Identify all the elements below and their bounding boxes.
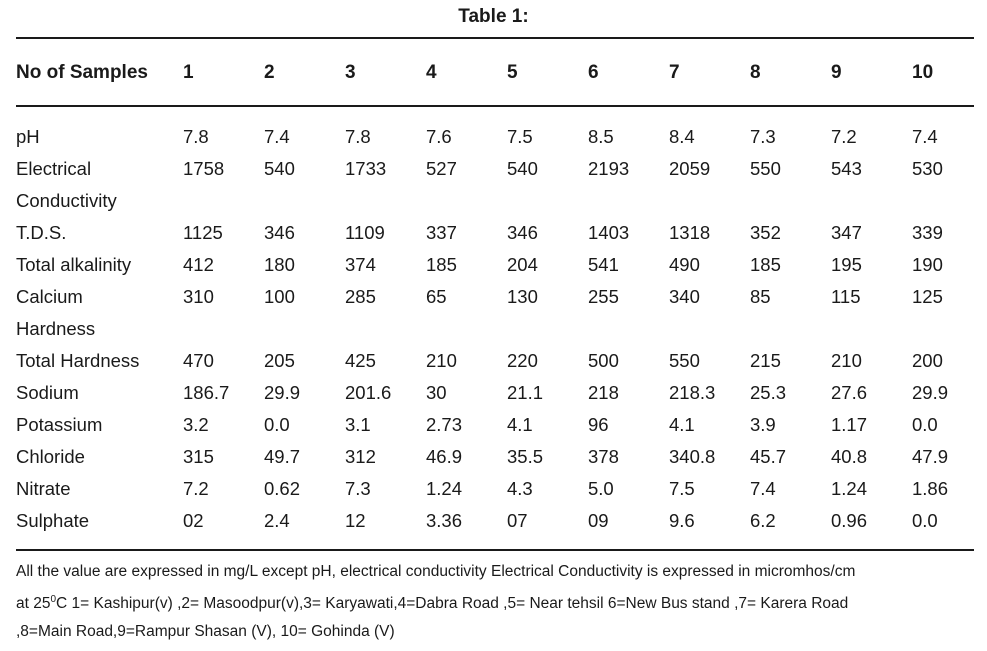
row-label-line: T.D.S. [16, 222, 67, 243]
table-cell: 378 [588, 446, 619, 467]
table-cell: 541 [588, 254, 619, 275]
table-cell: 100 [264, 286, 295, 307]
table-row [16, 106, 987, 153]
table-cell: 190 [912, 254, 943, 275]
table-cell: 1109 [345, 222, 385, 243]
table-row [16, 345, 987, 377]
table-cell: 7.6 [426, 126, 452, 147]
table-cell: 7.3 [345, 478, 371, 499]
row-label-line: Sulphate [16, 510, 90, 531]
table-cell: 2.73 [426, 414, 463, 435]
footnote-line-2: at $25^0C$ 1= Kashipur(v) ,2= Masoodpur(v),3= Karyawati,4=Dabra Road ,5= Near tehsil 6=New Bus stand ,7= Karera Road [16, 594, 849, 612]
table-row [16, 441, 987, 473]
table-cell: 543 [831, 158, 862, 179]
row-label [16, 441, 183, 473]
footnote-line-1: All the value are expressed in mg/L except pH, electrical conductivity Electrical Conductivity is expressed in micromhos/cm [16, 563, 856, 580]
table-cell: 25.3 [750, 382, 787, 403]
table-cell: 315 [183, 446, 214, 467]
table-cell: 1403 [588, 222, 630, 243]
table-cell: 0.62 [264, 478, 301, 499]
table-cell: 210 [831, 350, 862, 371]
table-cell: 550 [750, 158, 781, 179]
bottom-rule [16, 549, 974, 551]
table-cell: 1.86 [912, 478, 949, 499]
header-cell-sample: 2 [264, 62, 275, 83]
table-cell: 130 [507, 286, 538, 307]
table-cell: 285 [345, 286, 376, 307]
table-cell: 46.9 [426, 446, 463, 467]
table-cell: 312 [345, 446, 376, 467]
table-cell: 310 [183, 286, 214, 307]
table-cell: 85 [750, 286, 771, 307]
row-label [16, 505, 183, 537]
table-cell: 6.2 [750, 510, 776, 531]
top-rule [16, 37, 974, 39]
table-cell: 530 [912, 158, 943, 179]
row-label-line: Chloride [16, 446, 85, 467]
table-cell: 7.4 [264, 126, 290, 147]
table-cell: 0.0 [912, 414, 938, 435]
table-cell: 200 [912, 350, 943, 371]
table-cell: 1318 [669, 222, 711, 243]
table-cell: 7.8 [183, 126, 209, 147]
table-cell: 47.9 [912, 446, 949, 467]
row-label-line: Nitrate [16, 478, 71, 499]
table-cell: 1.17 [831, 414, 868, 435]
table-row [16, 281, 987, 345]
table-cell: 40.8 [831, 446, 868, 467]
table-cell: 185 [750, 254, 781, 275]
table-row [16, 505, 987, 537]
row-label-line: Conductivity [16, 190, 117, 211]
table-cell: 45.7 [750, 446, 787, 467]
table-cell: 8.4 [669, 126, 695, 147]
table-cell: 0.0 [912, 510, 938, 531]
table-cell: 35.5 [507, 446, 544, 467]
table-cell: 352 [750, 222, 781, 243]
table-cell: 29.9 [264, 382, 301, 403]
table-cell: 3.2 [183, 414, 209, 435]
table-cell: 8.5 [588, 126, 614, 147]
table-cell: 4.1 [507, 414, 533, 435]
header-cell-sample: 7 [669, 62, 680, 83]
table-cell: 7.4 [912, 126, 938, 147]
table-cell: 1733 [345, 158, 387, 179]
table-cell: 7.2 [831, 126, 857, 147]
header-cell-sample: 8 [750, 62, 761, 83]
table-cell: 540 [264, 158, 295, 179]
table-footnote [16, 558, 978, 646]
table-cell: 346 [507, 222, 538, 243]
table-cell: 218 [588, 382, 619, 403]
table-cell: 0.0 [264, 414, 290, 435]
table-cell: 12 [345, 510, 366, 531]
table-cell: 340.8 [669, 446, 716, 467]
header-cell-sample: 9 [831, 62, 842, 83]
table-cell: 7.3 [750, 126, 776, 147]
table-cell: 49.7 [264, 446, 301, 467]
header-cell-label: No of Samples [16, 62, 148, 83]
row-label [16, 345, 183, 377]
table-cell: 527 [426, 158, 457, 179]
table-cell: 205 [264, 350, 295, 371]
table-cell: 201.6 [345, 382, 392, 403]
table-cell: 7.8 [345, 126, 371, 147]
table-cell: 29.9 [912, 382, 949, 403]
table-cell: 07 [507, 510, 528, 531]
table-row [16, 153, 987, 217]
header-cell-sample: 4 [426, 62, 437, 83]
table-cell: 220 [507, 350, 538, 371]
row-label [16, 281, 183, 345]
table-cell: 210 [426, 350, 457, 371]
table-cell: 180 [264, 254, 295, 275]
row-label [16, 106, 183, 153]
row-label [16, 217, 183, 249]
table-cell: 0.96 [831, 510, 868, 531]
table-cell: 500 [588, 350, 619, 371]
table-cell: 425 [345, 350, 376, 371]
table-cell: 1.24 [831, 478, 868, 499]
table-cell: 02 [183, 510, 204, 531]
table-cell: 3.36 [426, 510, 463, 531]
water-quality-table [16, 40, 987, 537]
table-cell: 7.5 [507, 126, 533, 147]
table-cell: 195 [831, 254, 862, 275]
table-cell: 3.1 [345, 414, 371, 435]
table-cell: 96 [588, 414, 609, 435]
row-label [16, 249, 183, 281]
table-cell: 115 [831, 286, 861, 307]
row-label-line: Potassium [16, 414, 103, 435]
header-cell-sample: 3 [345, 62, 356, 83]
table-cell: 1.24 [426, 478, 463, 499]
row-label [16, 153, 183, 217]
table-cell: 4.1 [669, 414, 695, 435]
table-cell: 7.5 [669, 478, 695, 499]
table-cell: 347 [831, 222, 862, 243]
superscript: 0 [50, 594, 57, 605]
table-cell: 215 [750, 350, 781, 371]
table-cell: 2193 [588, 158, 630, 179]
table-cell: 204 [507, 254, 538, 275]
table-cell: 30 [426, 382, 447, 403]
table-cell: 65 [426, 286, 447, 307]
table-cell: 339 [912, 222, 943, 243]
table-row [16, 473, 987, 505]
table-cell: 412 [183, 254, 214, 275]
table-cell: 7.2 [183, 478, 209, 499]
table-cell: 4.3 [507, 478, 533, 499]
table-cell: 2.4 [264, 510, 290, 531]
table-cell: 346 [264, 222, 295, 243]
header-cell-sample: 1 [183, 62, 194, 83]
table-body [16, 106, 987, 537]
table-cell: 550 [669, 350, 700, 371]
table-cell: 218.3 [669, 382, 716, 403]
row-label-line: Total Hardness [16, 350, 140, 371]
table-cell: 540 [507, 158, 538, 179]
table-row [16, 249, 987, 281]
row-label-line: Calcium [16, 286, 83, 307]
table-cell: 337 [426, 222, 457, 243]
row-label-line: Hardness [16, 318, 96, 339]
row-label-line: Sodium [16, 382, 79, 403]
table-cell: 340 [669, 286, 700, 307]
table-title: Table 1: [458, 6, 529, 27]
row-label [16, 377, 183, 409]
table-cell: 255 [588, 286, 619, 307]
table-cell: 1125 [183, 222, 223, 243]
table-cell: 125 [912, 286, 943, 307]
row-label [16, 473, 183, 505]
table-row [16, 409, 987, 441]
table-cell: 09 [588, 510, 609, 531]
table-cell: 2059 [669, 158, 711, 179]
row-label [16, 409, 183, 441]
table-cell: 185 [426, 254, 457, 275]
table-cell: 3.9 [750, 414, 776, 435]
table-cell: 9.6 [669, 510, 695, 531]
table-header-row [16, 40, 987, 106]
header-cell-sample: 5 [507, 62, 518, 83]
row-label-line: Total alkalinity [16, 254, 132, 275]
table-cell: 186.7 [183, 382, 230, 403]
table-cell: 21.1 [507, 382, 544, 403]
table-cell: 490 [669, 254, 700, 275]
header-cell-sample: 10 [912, 62, 934, 83]
row-label-line: Electrical [16, 158, 92, 179]
table-cell: 1758 [183, 158, 225, 179]
table-cell: 374 [345, 254, 376, 275]
table-cell: 7.4 [750, 478, 776, 499]
footnote-line-3: ,8=Main Road,9=Rampur Shasan (V), 10= Gohinda (V) [16, 623, 395, 640]
table-row [16, 217, 987, 249]
table-row [16, 377, 987, 409]
row-label-line: pH [16, 126, 40, 147]
table-cell: 27.6 [831, 382, 868, 403]
table-cell: 470 [183, 350, 214, 371]
header-cell-sample: 6 [588, 62, 599, 83]
table-cell: 5.0 [588, 478, 614, 499]
